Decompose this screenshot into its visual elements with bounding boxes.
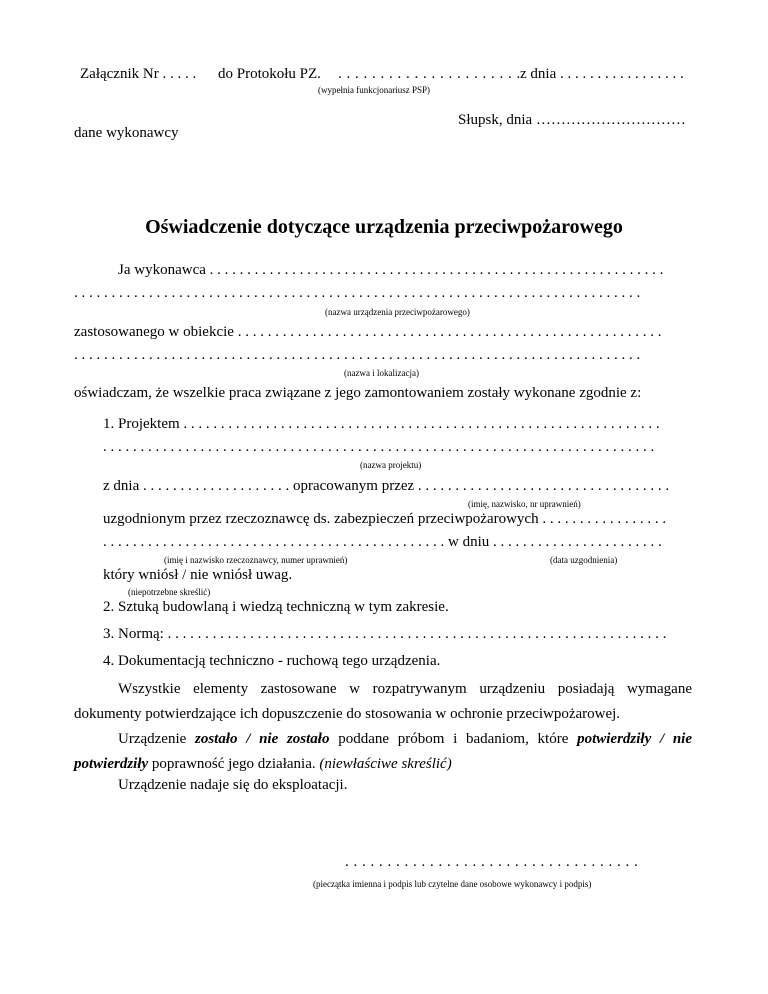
author-hint: (imię, nazwisko, nr uprawnień) — [468, 499, 581, 509]
item-standard: 3. Normą: . . . . . . . . . . . . . . . . . . . . . . . . . . . . . . . . . . . . . . . . . . . . . . . . . . . . . . . . . . . . . . . . . . . — [103, 626, 667, 642]
date-label: z dnia . . . . . . . . . . . . . . . . . — [520, 66, 684, 82]
device-hint: (nazwa urządzenia przeciwpożarowego) — [325, 307, 470, 317]
p2-strike-hint: (niewłaściwe skreślić) — [319, 756, 452, 772]
remarks-hint: (niepotrzebne skreślić) — [128, 587, 211, 597]
project-hint: (nazwa projektu) — [360, 460, 422, 470]
closing-paragraph-3: Urządzenie nadaje się do eksploatacji. — [118, 777, 348, 793]
item-building-art: 2. Sztuką budowlaną i wiedzą techniczną w tym zakresie. — [103, 599, 449, 615]
project-date-line: z dnia . . . . . . . . . . . . . . . . . . . . opracowanym przez . . . . . . . . . . . . . . . . . . . . . . . . . . . . . . . . . . — [103, 478, 670, 494]
p2-tested: poddane próbom i badaniom, które — [338, 731, 569, 747]
expert-hint: (imię i nazwisko rzeczoznawcy, numer uprawnień) — [164, 555, 348, 565]
signature-hint: (pieczątka imienna i podpis lub czytelne dane osobowe wykonawcy i podpis) — [313, 879, 592, 889]
signature-dots: . . . . . . . . . . . . . . . . . . . . . . . . . . . . . . . . . . . — [345, 854, 639, 870]
place-date: Słupsk, dnia ………………………… — [458, 112, 686, 128]
closing-paragraph-2 — [74, 727, 692, 777]
document-title: Oświadczenie dotyczące urządzenia przeciwpożarowego — [145, 216, 623, 238]
p2-was-not: nie zostało — [259, 731, 330, 747]
contractor-line: Ja wykonawca . . . . . . . . . . . . . . . . . . . . . . . . . . . . . . . . . . . . . . . . . . . . . . . . . . . . . . . . . . . . . — [118, 262, 664, 278]
attachment-label: Załącznik Nr . . . . . — [80, 66, 197, 82]
device-dots-line: . . . . . . . . . . . . . . . . . . . . . . . . . . . . . . . . . . . . . . . . . . . . . . . . . . . . . . . . . . . . . . . . . . . . . . . . . . . . — [74, 285, 641, 301]
object-dots-line: . . . . . . . . . . . . . . . . . . . . . . . . . . . . . . . . . . . . . . . . . . . . . . . . . . . . . . . . . . . . . . . . . . . . . . . . . . . . — [74, 347, 641, 363]
p2-correctness: poprawność jego działania. — [151, 756, 316, 772]
remarks-line: który wniósł / nie wniósł uwag. — [103, 567, 293, 583]
closing-paragraph-1: Wszystkie elementy zastosowane w rozpatrywanym urządzeniu posiadają wymagane dokumenty potwierdzające ich dopuszczenie do stosowania w ochronie przeciwpożarowej. — [74, 681, 692, 722]
declaration-text: oświadczam, że wszelkie praca związane z jego zamontowaniem zostały wykonane zgodnie z: — [74, 385, 642, 401]
protocol-dots: . . . . . . . . . . . . . . . . . . . . . . — [338, 66, 521, 82]
item-project: 1. Projektem . . . . . . . . . . . . . . . . . . . . . . . . . . . . . . . . . . . . . . . . . . . . . . . . . . . . . . . . . . . . . . . . — [103, 416, 660, 432]
p2-slash-1: / — [246, 731, 251, 747]
agreed-date-line: . . . . . . . . . . . . . . . . . . . . . . . . . . . . . . . . . . . . . . . . . . . . . . w dniu . . . . . . . . . . . . . . . . . . . . . . . — [103, 534, 662, 550]
item-documentation: 4. Dokumentacją techniczno - ruchową tego urządzenia. — [103, 653, 441, 669]
p2-not-confirmed: nie potwierdziły — [74, 731, 692, 772]
agreed-date-hint: (data uzgodnienia) — [550, 555, 618, 565]
project-dots-line: . . . . . . . . . . . . . . . . . . . . . . . . . . . . . . . . . . . . . . . . . . . . . . . . . . . . . . . . . . . . . . . . . . . . . . . . . . — [103, 439, 655, 455]
object-line: zastosowanego w obiekcie . . . . . . . . . . . . . . . . . . . . . . . . . . . . . . . . . . . . . . . . . . . . . . . . . . . . . . . . . — [74, 324, 662, 340]
p2-slash-2: / — [659, 731, 665, 747]
protocol-label: do Protokołu PZ. — [218, 66, 321, 82]
psp-hint: (wypełnia funkcjonariusz PSP) — [318, 85, 430, 95]
p2-was: zostało — [195, 731, 238, 747]
object-hint: (nazwa i lokalizacja) — [344, 368, 419, 378]
agreed-line: uzgodnionym przez rzeczoznawcę ds. zabezpieczeń przeciwpożarowych . . . . . . . . . . . . . . . . . — [103, 511, 667, 527]
p2-device: Urządzenie — [118, 731, 187, 747]
contractor-label: dane wykonawcy — [74, 125, 179, 141]
p2-confirmed: potwierdziły — [577, 731, 652, 747]
